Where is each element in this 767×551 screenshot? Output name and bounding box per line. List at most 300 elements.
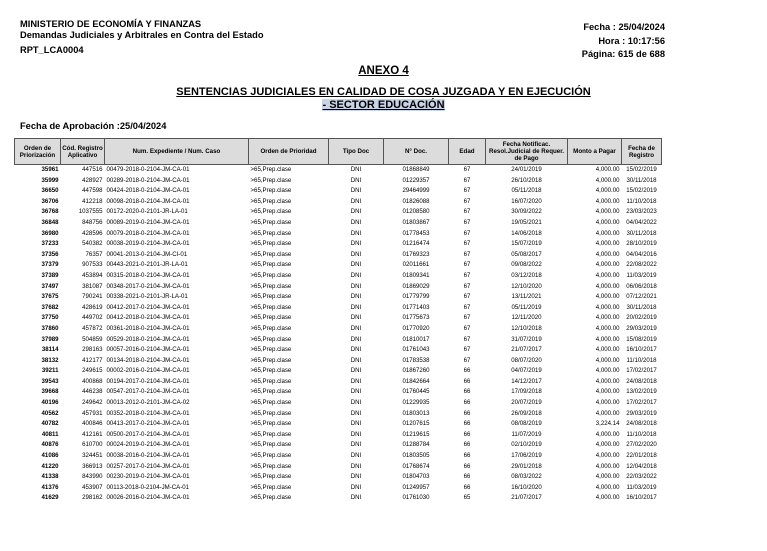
table-row [15,197,662,208]
fecha-notificacion-cell: 08/07/2020 [511,356,542,364]
tipo-doc-cell: DNI [350,208,362,216]
table-row [15,324,662,335]
orden-cell: 40782 [41,420,59,428]
edad-cell: 67 [463,356,471,364]
fecha-registro-cell: 23/03/2023 [626,208,657,216]
orden-cell: 37989 [41,335,59,343]
edad-cell: 67 [463,218,471,226]
monto-cell: 4,000.00 [595,240,620,248]
monto-cell: 4,000.00 [595,409,620,417]
table-row [15,440,662,451]
num-doc-cell: 29464999 [402,187,430,195]
monto-cell: 4,000.00 [595,218,620,226]
prioridad-cell: >65,Prep.clase [250,176,292,184]
annex-label: ANEXO 4 [358,65,409,77]
expediente-cell: 00098-2018-0-2104-JM-CA-01 [106,197,190,205]
edad-cell: 67 [463,197,471,205]
edad-cell: 67 [463,324,471,332]
prioridad-cell: >65,Prep.clase [250,250,292,258]
edad-cell: 67 [463,166,471,173]
num-doc-cell: 01229935 [402,399,430,407]
orden-cell: 39543 [41,377,59,385]
num-doc-cell: 01770920 [402,324,430,332]
num-doc-cell: 01869029 [402,282,430,290]
monto-cell: 4,000.00 [595,367,620,375]
codigo-cell: 400868 [82,377,103,385]
num-doc-cell: 01760445 [402,388,430,396]
fecha-registro-cell: 11/10/2018 [626,197,657,205]
prioridad-cell: >65,Prep.clase [250,271,292,279]
expediente-cell: 00361-2018-0-2104-JM-CA-01 [106,324,190,332]
codigo-cell: 400846 [82,420,103,428]
monto-cell: 4,000.00 [595,399,620,407]
orden-cell: 39668 [41,388,59,396]
codigo-cell: 843990 [82,473,103,481]
expediente-cell: 00230-2019-0-2104-JM-CA-01 [106,473,190,481]
edad-cell: 66 [463,388,471,396]
edad-cell: 67 [463,282,471,290]
num-doc-cell: 01842664 [402,377,430,385]
sentences-table [14,138,662,504]
edad-cell: 67 [463,240,471,248]
fecha-notificacion-cell: 13/11/2021 [511,293,542,301]
monto-cell: 4,000.00 [595,324,620,332]
orden-cell: 40876 [41,441,59,449]
fecha-notificacion-cell: 26/09/2018 [511,409,542,417]
tipo-doc-cell: DNI [350,483,362,491]
table-row [15,271,662,282]
codigo-cell: 453894 [82,271,103,279]
orden-cell: 40811 [41,430,59,438]
codigo-cell: 366913 [82,462,103,470]
codigo-cell: 412218 [82,197,103,205]
monto-cell: 4,000.00 [595,452,620,460]
num-doc-cell: 01761030 [402,494,430,502]
num-doc-cell: 01783538 [402,356,430,364]
prioridad-cell: >65,Prep.clase [250,462,292,470]
codigo-cell: 540382 [82,240,103,248]
num-doc-cell: 01761043 [402,346,430,354]
codigo-cell: 848756 [82,218,103,226]
tipo-doc-cell: DNI [350,494,362,502]
orden-cell: 35999 [41,176,59,184]
edad-cell: 66 [463,441,471,449]
prioridad-cell: >65,Prep.clase [250,430,292,438]
monto-cell: 4,000.00 [595,441,620,449]
codigo-cell: 457931 [82,409,103,417]
num-doc-cell: 01779799 [402,293,430,301]
fecha-registro-cell: 04/04/2022 [626,218,657,226]
num-doc-cell: 01810017 [402,335,430,343]
fecha-registro-cell: 17/02/2017 [626,399,657,407]
fecha-registro-cell: 06/06/2018 [626,282,657,290]
fecha-registro-cell: 16/10/2017 [626,346,657,354]
prioridad-cell: >65,Prep.clase [250,166,292,173]
page-number: Página: 615 de 688 [581,49,665,59]
codigo-cell: 412177 [82,356,103,364]
tipo-doc-cell: DNI [350,388,362,396]
tipo-doc-cell: DNI [350,377,362,385]
expediente-cell: 00412-2018-0-2104-JM-CA-01 [106,314,190,322]
expediente-cell: 00529-2018-0-2104-JM-CA-01 [106,335,190,343]
tipo-doc-cell: DNI [350,420,362,428]
expediente-cell: 00412-2017-0-2104-JM-CA-01 [106,303,190,311]
monto-cell: 4,000.00 [595,187,620,195]
prioridad-cell: >65,Prep.clase [250,441,292,449]
fecha-registro-cell: 27/02/2020 [626,441,657,449]
monto-cell: 4,000.00 [595,303,620,311]
edad-cell: 66 [463,473,471,481]
expediente-cell: 00500-2017-0-2104-JM-CA-01 [106,430,190,438]
prioridad-cell: >65,Prep.clase [250,261,292,269]
col-orden-priorizacion: Orden de Priorización [15,139,61,165]
prioridad-cell: >65,Prep.clase [250,377,292,385]
table-row [15,218,662,229]
fecha-registro-cell: 29/03/2019 [626,409,657,417]
fecha-notificacion-cell: 09/08/2022 [511,261,542,269]
prioridad-cell: >65,Prep.clase [250,187,292,195]
fecha-registro-cell: 11/03/2019 [626,483,657,491]
edad-cell: 67 [463,176,471,184]
prioridad-cell: >65,Prep.clase [250,293,292,301]
fecha-registro-cell: 11/10/2018 [626,430,657,438]
orden-cell: 37497 [41,282,59,290]
table-row [15,165,662,176]
expediente-cell: 00013-2012-0-2101-JM-CA-02 [106,399,190,407]
expediente-cell: 00038-2016-0-2104-JM-CA-01 [106,452,190,460]
fecha-registro-cell: 30/11/2018 [626,176,657,184]
fecha-registro-cell: 22/08/2022 [626,261,657,269]
monto-cell: 4,000.00 [595,356,620,364]
table-row [15,377,662,388]
table-row [15,239,662,250]
tipo-doc-cell: DNI [350,367,362,375]
num-doc-cell: 01249957 [402,483,430,491]
edad-cell: 66 [463,399,471,407]
edad-cell: 67 [463,314,471,322]
edad-cell: 67 [463,271,471,279]
fecha-notificacion-cell: 02/10/2019 [511,441,542,449]
orden-cell: 37233 [41,240,59,248]
table-row [15,472,662,483]
fecha-notificacion-cell: 14/12/2017 [511,377,542,385]
expediente-cell: 00443-2021-0-2101-JR-LA-01 [106,261,188,269]
edad-cell: 66 [463,483,471,491]
expediente-cell: 00079-2018-0-2104-JM-CA-01 [106,229,190,237]
table-row [15,207,662,218]
monto-cell: 4,000.00 [595,282,620,290]
col-fecha-registro: Fecha de Registro [622,139,662,165]
tipo-doc-cell: DNI [350,250,362,258]
orden-cell: 38132 [41,356,59,364]
fecha-notificacion-cell: 24/01/2019 [511,166,542,173]
num-doc-cell: 02011661 [402,261,430,269]
orden-cell: 37389 [41,271,59,279]
edad-cell: 67 [463,208,471,216]
fecha-registro-cell: 22/03/2022 [626,473,657,481]
codigo-cell: 790241 [82,293,103,301]
table-row [15,493,662,504]
fecha-notificacion-cell: 30/09/2022 [511,208,542,216]
expediente-cell: 00547-2017-0-2104-JM-CA-01 [106,388,190,396]
table-row [15,229,662,240]
edad-cell: 66 [463,377,471,385]
table-row [15,282,662,293]
table-row [15,335,662,346]
edad-cell: 67 [463,346,471,354]
prioridad-cell: >65,Prep.clase [250,303,292,311]
monto-cell: 4,000.00 [595,462,620,470]
fecha-notificacion-cell: 05/11/2018 [511,187,542,195]
edad-cell: 67 [463,261,471,269]
edad-cell: 67 [463,229,471,237]
expediente-cell: 00338-2021-0-2101-JR-LA-01 [106,293,188,301]
monto-cell: 4,000.00 [595,430,620,438]
tipo-doc-cell: DNI [350,261,362,269]
fecha-notificacion-cell: 05/08/2017 [511,250,542,258]
fecha-registro-cell: 11/03/2019 [626,271,657,279]
tipo-doc-cell: DNI [350,314,362,322]
prioridad-cell: >65,Prep.clase [250,367,292,375]
expediente-cell: 00024-2019-0-2104-JM-CA-01 [106,441,190,449]
num-doc-cell: 01867260 [402,367,430,375]
codigo-cell: 457872 [82,324,103,332]
table-row [15,451,662,462]
table-row [15,176,662,187]
table-row [15,345,662,356]
fecha-registro-cell: 22/01/2018 [626,452,657,460]
col-codigo-registro: Cód. Registro Aplicativo [61,139,105,165]
tipo-doc-cell: DNI [350,176,362,184]
fecha-registro-cell: 12/04/2018 [626,462,657,470]
edad-cell: 65 [463,494,471,502]
fecha-notificacion-cell: 19/05/2021 [511,218,542,226]
fecha-registro-cell: 29/03/2019 [626,324,657,332]
edad-cell: 67 [463,293,471,301]
title-line-1: SENTENCIAS JUDICIALES EN CALIDAD DE COSA JUZGADA Y EN EJECUCIÓN [176,86,591,98]
orden-cell: 38114 [41,346,59,354]
codigo-cell: 504859 [82,335,103,343]
expediente-cell: 00289-2018-0-2104-JM-CA-01 [106,176,190,184]
tipo-doc-cell: DNI [350,303,362,311]
tipo-doc-cell: DNI [350,346,362,354]
tipo-doc-cell: DNI [350,356,362,364]
prioridad-cell: >65,Prep.clase [250,473,292,481]
orden-cell: 37682 [41,303,59,311]
tipo-doc-cell: DNI [350,229,362,237]
monto-cell: 4,000.00 [595,271,620,279]
num-doc-cell: 01803013 [402,409,430,417]
tipo-doc-cell: DNI [350,335,362,343]
monto-cell: 4,000.00 [595,314,620,322]
codigo-cell: 428927 [82,176,103,184]
codigo-cell: 428596 [82,229,103,237]
fecha-notificacion-cell: 12/10/2020 [511,282,542,290]
num-doc-cell: 01208580 [402,208,430,216]
prioridad-cell: >65,Prep.clase [250,282,292,290]
col-monto-pagar: Monto a Pagar [568,139,622,165]
edad-cell: 66 [463,367,471,375]
report-time: Hora : 10:17:56 [598,35,665,46]
fecha-notificacion-cell: 26/10/2018 [511,176,542,184]
fecha-registro-cell: 13/02/2019 [626,388,657,396]
expediente-cell: 00089-2019-0-2104-JM-CA-01 [106,218,190,226]
monto-cell: 4,000.00 [595,377,620,385]
expediente-cell: 00134-2018-0-2104-JM-CA-01 [106,356,190,364]
table-row [15,356,662,367]
prioridad-cell: >65,Prep.clase [250,399,292,407]
col-edad: Edad [449,139,486,165]
monto-cell: 4,000.00 [595,335,620,343]
tipo-doc-cell: DNI [350,462,362,470]
prioridad-cell: >65,Prep.clase [250,240,292,248]
monto-cell: 4,000.00 [595,176,620,184]
orden-cell: 40196 [41,399,59,407]
orden-cell: 36768 [41,208,59,216]
monto-cell: 4,000.00 [595,346,620,354]
fecha-notificacion-cell: 11/07/2019 [511,430,542,438]
orden-cell: 41629 [41,494,59,502]
title-line-2: - SECTOR EDUCACIÓN [322,99,445,111]
expediente-cell: 00026-2016-0-2104-JM-CA-01 [106,494,190,502]
tipo-doc-cell: DNI [350,409,362,417]
edad-cell: 67 [463,250,471,258]
fecha-notificacion-cell: 17/09/2018 [511,388,542,396]
monto-cell: 4,000.00 [595,229,620,237]
tipo-doc-cell: DNI [350,473,362,481]
expediente-cell: 00424-2018-0-2104-JM-CA-01 [106,187,190,195]
num-doc-cell: 01769323 [402,250,430,258]
num-doc-cell: 01868849 [402,166,430,173]
num-doc-cell: 01804703 [402,473,430,481]
col-num-expediente: Num. Expediente / Num. Caso [105,139,249,165]
expediente-cell: 00002-2016-0-2104-JM-CA-01 [106,367,190,375]
codigo-cell: 381087 [82,282,103,290]
orden-cell: 37860 [41,324,59,332]
tipo-doc-cell: DNI [350,218,362,226]
prioridad-cell: >65,Prep.clase [250,324,292,332]
codigo-cell: 447516 [82,166,103,173]
codigo-cell: 447598 [82,187,103,195]
fecha-registro-cell: 24/08/2018 [626,377,657,385]
report-date: Fecha : 25/04/2024 [583,22,665,32]
monto-cell: 4,000.00 [595,494,620,502]
prioridad-cell: >65,Prep.clase [250,494,292,502]
expediente-cell: 00057-2016-0-2104-JM-CA-01 [106,346,190,354]
orden-cell: 40562 [41,409,59,417]
table-row [15,250,662,261]
fecha-notificacion-cell: 31/07/2019 [511,335,542,343]
tipo-doc-cell: DNI [350,187,362,195]
table-row [15,430,662,441]
fecha-notificacion-cell: 15/07/2019 [511,240,542,248]
num-doc-cell: 01778453 [402,229,430,237]
num-doc-cell: 01775673 [402,314,430,322]
prioridad-cell: >65,Prep.clase [250,409,292,417]
fecha-notificacion-cell: 12/11/2020 [511,314,542,322]
table-row [15,483,662,494]
fecha-registro-cell: 30/11/2018 [626,229,657,237]
fecha-registro-cell: 15/02/2019 [626,187,657,195]
orden-cell: 41086 [41,452,59,460]
edad-cell: 66 [463,462,471,470]
table-row [15,186,662,197]
table-row [15,313,662,324]
orden-cell: 37675 [41,293,59,301]
table-row [15,398,662,409]
prioridad-cell: >65,Prep.clase [250,197,292,205]
prioridad-cell: >65,Prep.clase [250,208,292,216]
prioridad-cell: >65,Prep.clase [250,483,292,491]
num-doc-cell: 01771403 [402,303,430,311]
fecha-notificacion-cell: 12/10/2018 [511,324,542,332]
monto-cell: 4,000.00 [595,388,620,396]
table-row [15,292,662,303]
table-row [15,260,662,271]
num-doc-cell: 01803867 [402,218,430,226]
expediente-cell: 00348-2017-0-2104-JM-CA-01 [106,282,190,290]
tipo-doc-cell: DNI [350,271,362,279]
document-title [0,86,767,112]
table-row [15,419,662,430]
num-doc-cell: 01219615 [402,430,430,438]
orden-cell: 37379 [41,261,59,269]
expediente-cell: 00172-2020-0-2101-JR-LA-01 [106,208,188,216]
edad-cell: 66 [463,420,471,428]
fecha-notificacion-cell: 29/01/2018 [511,462,542,470]
report-code: RPT_LCA0004 [20,45,84,55]
expediente-cell: 00194-2017-0-2104-JM-CA-01 [106,377,190,385]
orden-cell: 39211 [41,367,59,375]
codigo-cell: 1037555 [78,208,103,216]
fecha-notificacion-cell: 16/10/2020 [511,483,542,491]
fecha-notificacion-cell: 04/07/2019 [511,367,542,375]
codigo-cell: 298163 [82,346,103,354]
table-row [15,303,662,314]
fecha-notificacion-cell: 21/07/2017 [511,494,542,502]
expediente-cell: 00413-2017-0-2104-JM-CA-01 [106,420,190,428]
tipo-doc-cell: DNI [350,197,362,205]
fecha-registro-cell: 17/02/2017 [626,367,657,375]
orden-cell: 37356 [41,250,59,258]
fecha-registro-cell: 11/10/2018 [626,356,657,364]
fecha-notificacion-cell: 21/07/2017 [511,346,542,354]
fecha-notificacion-cell: 03/12/2018 [511,271,542,279]
codigo-cell: 412161 [82,430,103,438]
fecha-registro-cell: 04/04/2016 [626,250,657,258]
fecha-registro-cell: 15/08/2019 [626,335,657,343]
expediente-cell: 00038-2019-0-2104-JM-CA-01 [106,240,190,248]
monto-cell: 3,224.14 [595,420,620,428]
monto-cell: 4,000.00 [595,166,620,173]
prioridad-cell: >65,Prep.clase [250,356,292,364]
edad-cell: 66 [463,452,471,460]
edad-cell: 67 [463,303,471,311]
table-body [15,165,662,505]
tipo-doc-cell: DNI [350,324,362,332]
expediente-cell: 00257-2017-0-2104-JM-CA-01 [106,462,190,470]
col-orden-prioridad: Orden de Prioridad [249,139,329,165]
edad-cell: 67 [463,187,471,195]
fecha-registro-cell: 15/02/2019 [626,166,657,173]
tipo-doc-cell: DNI [350,441,362,449]
monto-cell: 4,000.00 [595,293,620,301]
monto-cell: 4,000.00 [595,208,620,216]
orden-cell: 36650 [41,187,59,195]
fecha-notificacion-cell: 17/06/2019 [511,452,542,460]
orden-cell: 36980 [41,229,59,237]
num-doc-cell: 01229357 [402,176,430,184]
